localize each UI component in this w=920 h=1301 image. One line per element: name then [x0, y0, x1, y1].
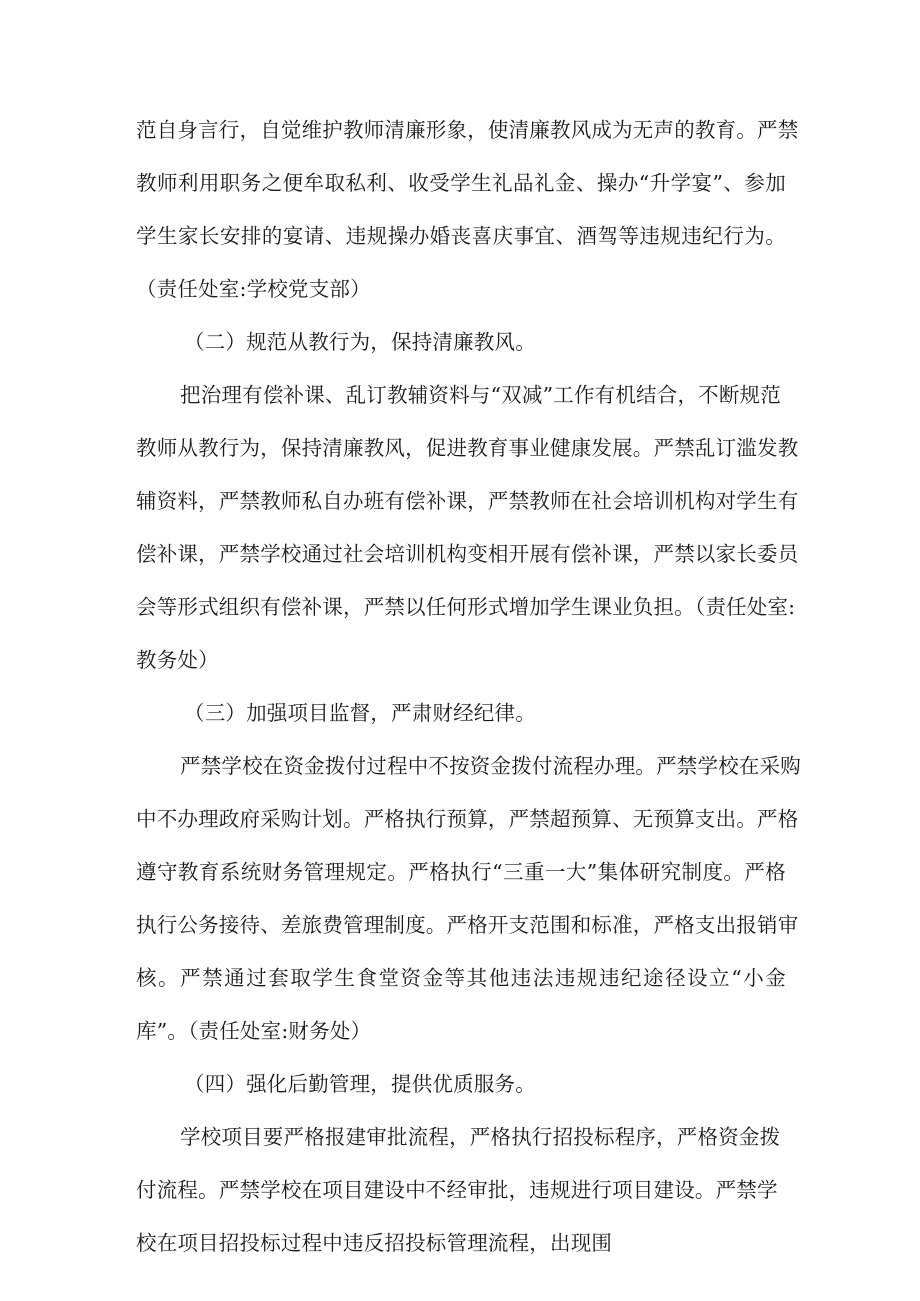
- body-text-line: 遵守教育系统财务管理规定。严格执行“三重一大”集体研究制度。严格: [136, 860, 786, 884]
- body-text-line: 核。严禁通过套取学生食堂资金等其他违法违规违纪途径设立“小金: [136, 966, 786, 990]
- responsibility-note: 库”。（责任处室:财务处）: [136, 1019, 372, 1043]
- body-text-line: 辅资料，严禁教师私自办班有偿补课，严禁教师在社会培训机构对学生有: [136, 489, 799, 513]
- section-heading-4: （四）强化后勤管理，提供优质服务。: [184, 1072, 536, 1096]
- body-text-line: 学生家长安排的宴请、违规操办婚丧喜庆事宜、酒驾等违规违纪行为。: [136, 224, 786, 248]
- responsibility-note: 教务处）: [136, 648, 219, 672]
- body-text-line: 会等形式组织有偿补课，严禁以任何形式增加学生课业负担。（责任处室:: [136, 595, 796, 619]
- body-text-line: 校在项目招投标过程中违反招投标管理流程，出现围: [136, 1231, 613, 1255]
- responsibility-note: （责任处室:学校党支部）: [136, 277, 371, 301]
- body-text-line: 偿补课，严禁学校通过社会培训机构变相开展有偿补课，严禁以家长委员: [136, 542, 799, 566]
- section-heading-2: （二）规范从教行为，保持清廉教风。: [184, 330, 536, 354]
- body-text-line: 学校项目要严格报建审批流程，严格执行招投标程序，严格资金拨: [180, 1125, 781, 1149]
- body-text-line: 教师从教行为，保持清廉教风，促进教育事业健康发展。严禁乱订滥发教: [136, 436, 799, 460]
- body-text-line: 中不办理政府采购计划。严格执行预算，严禁超预算、无预算支出。严格: [136, 807, 799, 831]
- section-heading-3: （三）加强项目监督，严肃财经纪律。: [184, 701, 536, 725]
- body-text-line: 把治理有偿补课、乱订教辅资料与“双减”工作有机结合，不断规范: [180, 383, 781, 407]
- body-text-line: 执行公务接待、差旅费管理制度。严格开支范围和标准，严格支出报销审: [136, 913, 799, 937]
- body-text-line: 教师利用职务之便牟取私利、收受学生礼品礼金、操办“升学宴”、参加: [136, 171, 786, 195]
- body-text-line: 范自身言行，自觉维护教师清廉形象，使清廉教风成为无声的教育。严禁: [136, 118, 799, 142]
- body-text-line: 付流程。严禁学校在项目建设中不经审批，违规进行项目建设。严禁学: [136, 1178, 778, 1202]
- body-text-line: 严禁学校在资金拨付过程中不按资金拨付流程办理。严禁学校在采购: [180, 754, 801, 778]
